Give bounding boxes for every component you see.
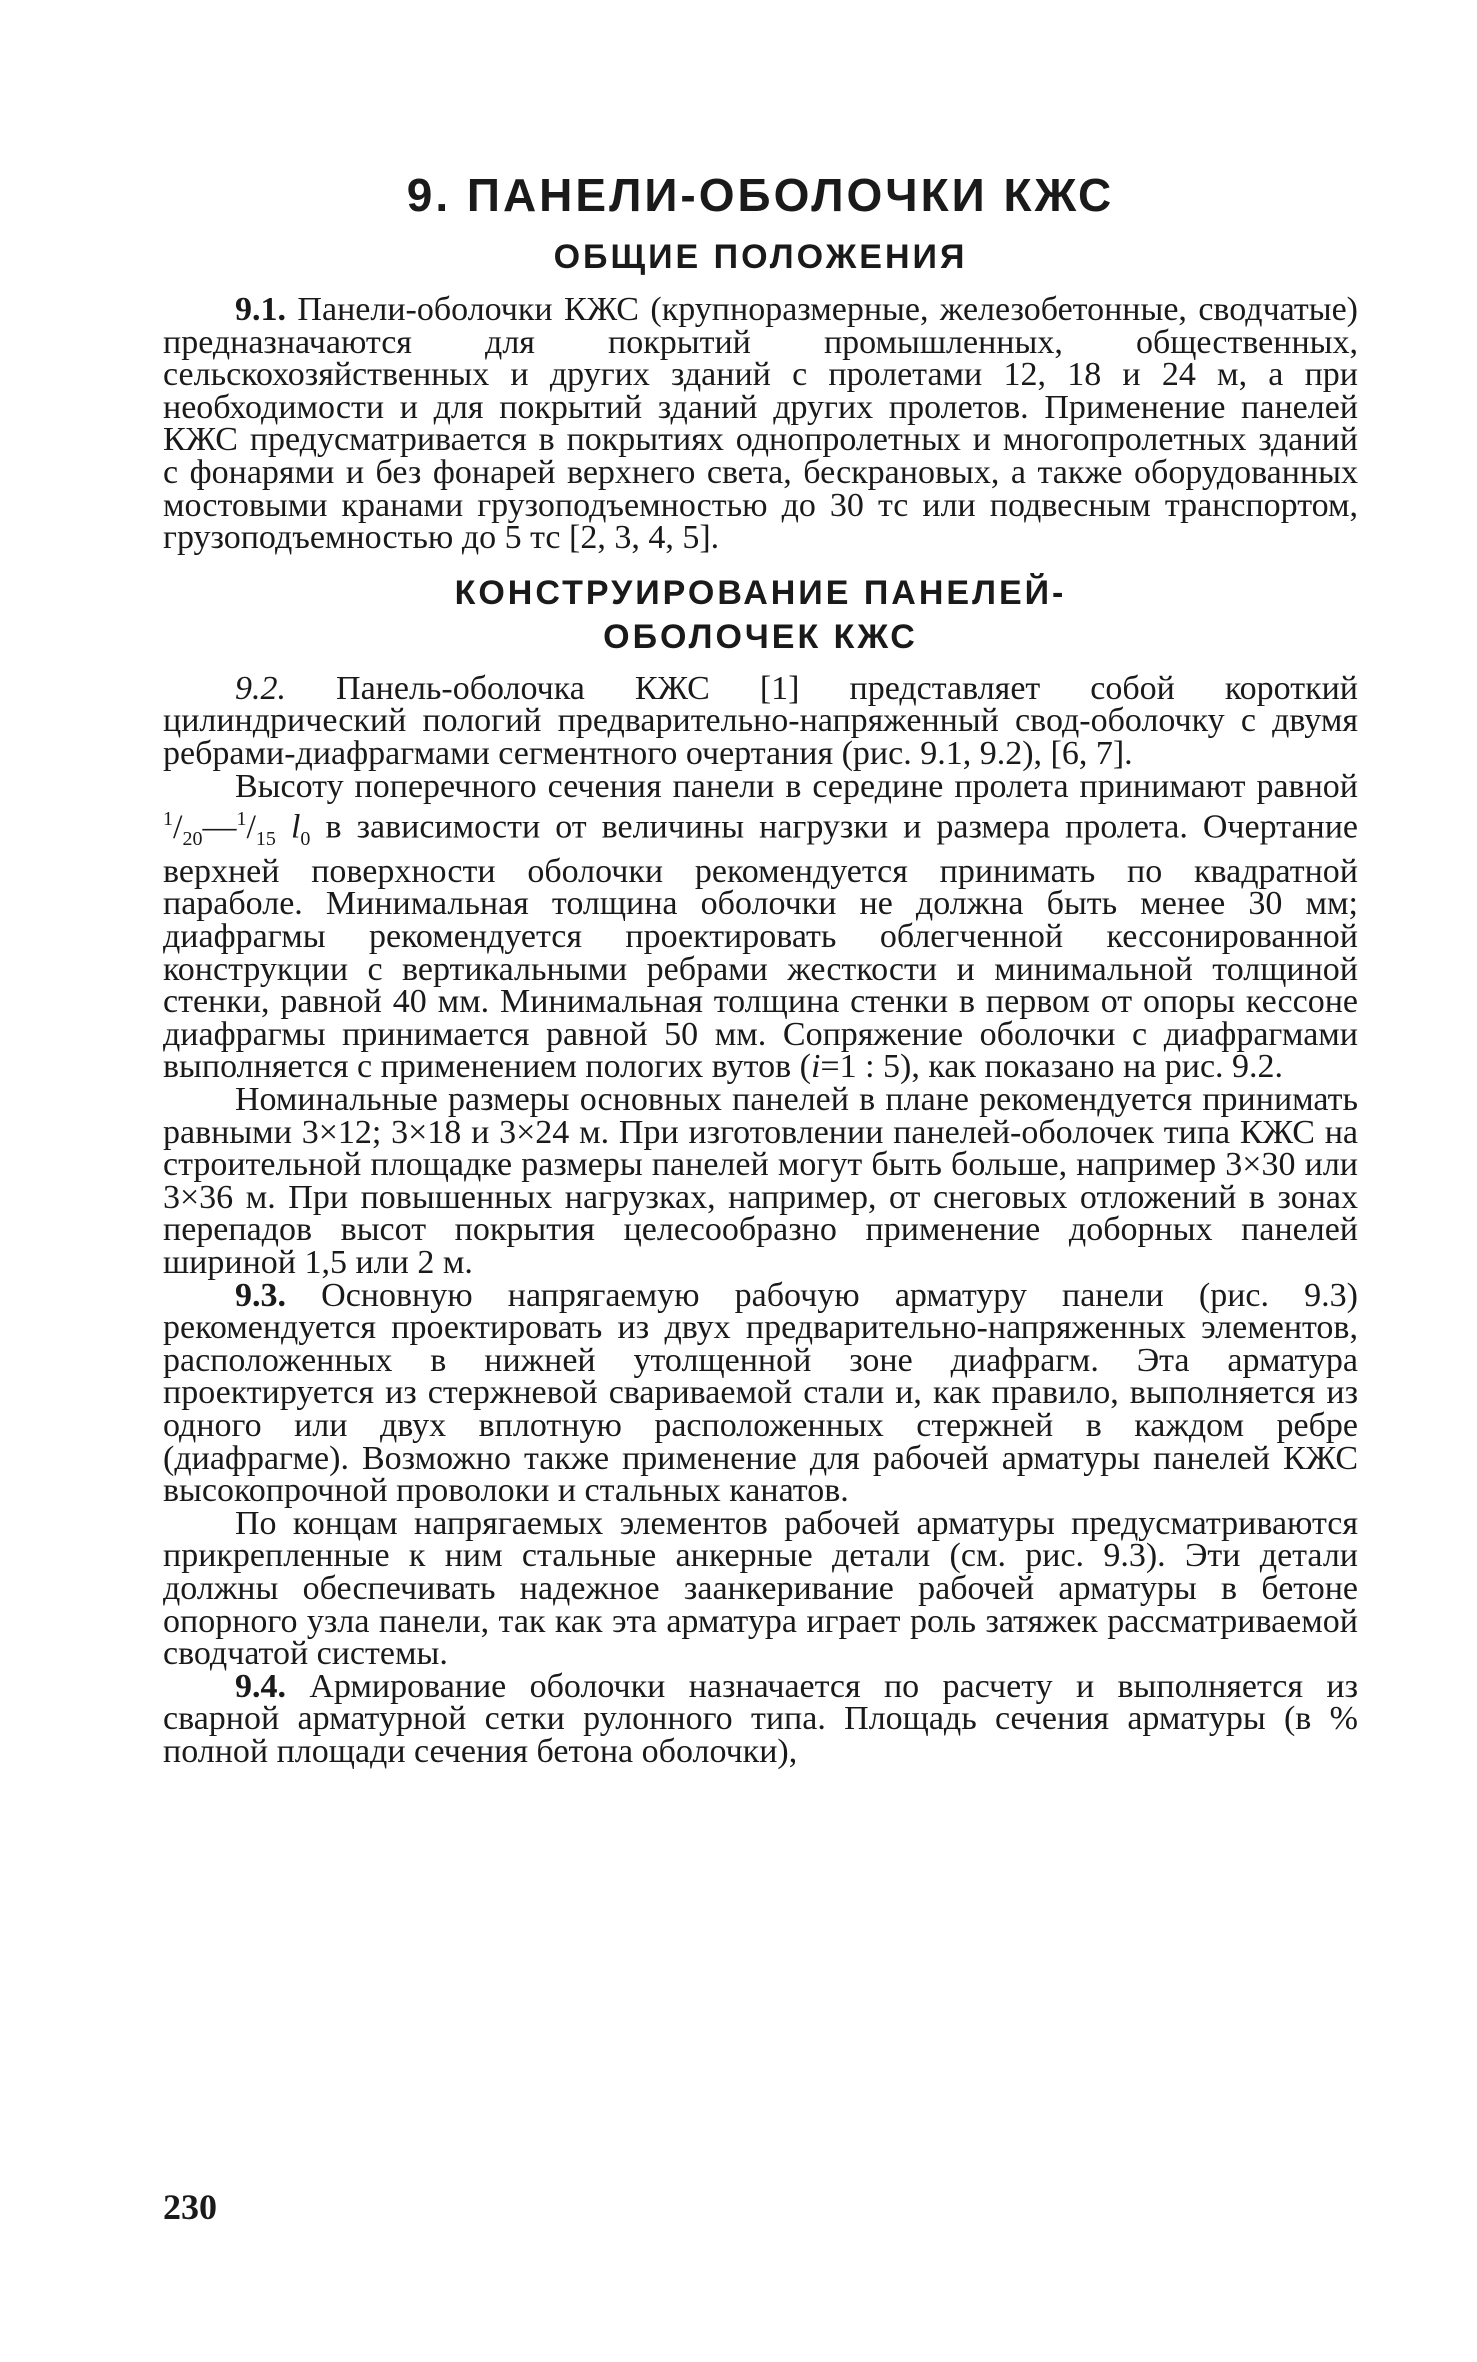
paragraph-9-1 bbox=[163, 291, 1358, 557]
chapter-title: 9. ПАНЕЛИ-ОБОЛОЧКИ КЖС bbox=[406, 169, 1115, 221]
span-subscript: 0 bbox=[300, 828, 311, 851]
paragraph-text: Армирование оболочки назначается по расчету и выполняется из сварной арматурной сетки рулонного типа. Площадь сечения арматуры (в % полной площади сечения бетона оболочки), bbox=[163, 1667, 1358, 1770]
paragraph-text: Панели-оболочки КЖС (крупноразмерные, железобетонные, сводчатые) предназначаются для покрытий промышленных, общественных, сельскохозяйственных и других зданий с пролетами 12, 18 и 24 м, а при необходимости и для покрытий зданий других пролетов. Применение панелей КЖС предусматривается в покрытиях однопролетных и многопролетных зданий с фонарями и без фонарей верхнего света, бескрановых, а также оборудованных мостовыми кранами грузоподъемностью до 30 тс или подвесным транспортом, грузоподъемностью до 5 тс [2, 3, 4, 5]. bbox=[163, 291, 1358, 557]
page-number: 230 bbox=[163, 2187, 217, 2227]
paragraph-9-2 bbox=[163, 669, 1358, 772]
paragraph-panel-sizes: Номинальные размеры основных панелей в плане рекомендуется принимать равными 3×12; 3×18 и 3×24 м. При изготовлении панелей-оболочек типа КЖС на строительной площадке размеры панелей могут быть больше, например 3×30 или 3×36 м. При повышенных нагрузках, например, от снеговых отложений в зонах перепадов высот покрытия целесообразно применение доборных панелей шириной 1,5 или 2 м. bbox=[163, 1081, 1358, 1281]
paragraph-text: Основную напрягаемую рабочую арматуру панели (рис. 9.3) рекомендуется проектировать из двух предварительно-напряженных элементов, расположенных в нижней утолщенной зоне диафрагм. Эта арматура проектируется из стержневой свариваемой стали и, как правило, выполняется из одного или двух вплотную расположенных стержней в каждом ребре (диафрагме). Возможно также применение для рабочей арматуры панелей КЖС высокопрочной проволоки и стальных канатов. bbox=[163, 1276, 1358, 1510]
paragraph-text: =1 : 5), как показано на рис. 9.2. bbox=[820, 1048, 1284, 1086]
paragraph-text: Панель-оболочка КЖС [1] представляет собой короткий цилиндрический пологий предварительно-напряженный свод-оболочку с двумя ребрами-диафрагмами сегментного очертания (рис. 9.1, 9.2), [6, 7]. bbox=[163, 669, 1358, 772]
section-title-general: ОБЩИЕ ПОЛОЖЕНИЯ bbox=[553, 238, 968, 276]
paragraph-9-4 bbox=[163, 1667, 1358, 1770]
clause-number: 9.3. bbox=[235, 1276, 286, 1314]
clause-number: 9.1. bbox=[235, 291, 286, 328]
fraction-denominator: 20 bbox=[182, 828, 203, 851]
section-title-design bbox=[163, 571, 1358, 659]
span-symbol: l bbox=[290, 808, 301, 846]
fraction-numerator: 1 bbox=[163, 808, 173, 831]
paragraph-9-3 bbox=[163, 1276, 1358, 1510]
paragraph-text: Высоту поперечного сечения панели в середине пролета принимают равной bbox=[235, 767, 1358, 805]
fraction-denominator: 15 bbox=[255, 828, 276, 851]
clause-number: 9.2. bbox=[235, 669, 286, 707]
section-title-line: ОБОЛОЧЕК КЖС bbox=[603, 617, 918, 656]
paragraph-anchor-details: По концам напрягаемых элементов рабочей арматуры предусматриваются прикрепленные к ним стальные анкерные детали (см. рис. 9.3). Эти детали должны обеспечивать надежное заанкеривание рабочей арматуры в бетоне опорного узла панели, так как эта арматура играет роль затяжек рассматриваемой сводчатой системы. bbox=[163, 1504, 1358, 1673]
clause-number: 9.4. bbox=[235, 1667, 286, 1705]
fraction-numerator: 1 bbox=[236, 808, 247, 831]
page-content bbox=[163, 168, 1358, 1768]
section-title-line: КОНСТРУИРОВАНИЕ ПАНЕЛЕЙ- bbox=[454, 573, 1067, 612]
slope-symbol: i bbox=[810, 1048, 821, 1086]
dash: — bbox=[202, 808, 237, 846]
paragraph-text: в зависимости от величины нагрузки и размера пролета. Очертание верхней поверхности оболочки рекомендуется принимать по квадратной параболе. Минимальная толщина оболочки не должна быть менее 30 мм; диафрагмы рекомендуется проектировать облегченной кессонированной конструкции с вертикальными ребрами жесткости и минимальной толщиной стенки, равной 40 мм. Минимальная толщина стенки в первом от опоры кессоне диафрагмы принимается равной 50 мм. Сопряжение оболочки с диафрагмами выполняется с применением пологих вутов ( bbox=[163, 808, 1359, 1086]
paragraph-section-height: Высоту поперечного сечения панели в середине пролета принимают равной $^1/_{20}—^1/_{15}$ $l_0$ в зависимости от величины нагрузки и размера пролета. Очертание верхней поверхности оболочки рекомендуется принимать по квадратной параболе. Минимальная толщина оболочки не должна быть менее 30 мм; диафрагмы рекомендуется проектировать облегченной кессонированной конструкции с вертикальными ребрами жесткости и минимальной толщиной стенки, равной 40 мм. Минимальная толщина стенки в первом от опоры кессоне диафрагмы принимается равной 50 мм. Сопряжение оболочки с диафрагмами выполняется с применением пологих вутов (i=1 : 5), как показано на рис. 9.2. bbox=[163, 767, 1359, 1086]
